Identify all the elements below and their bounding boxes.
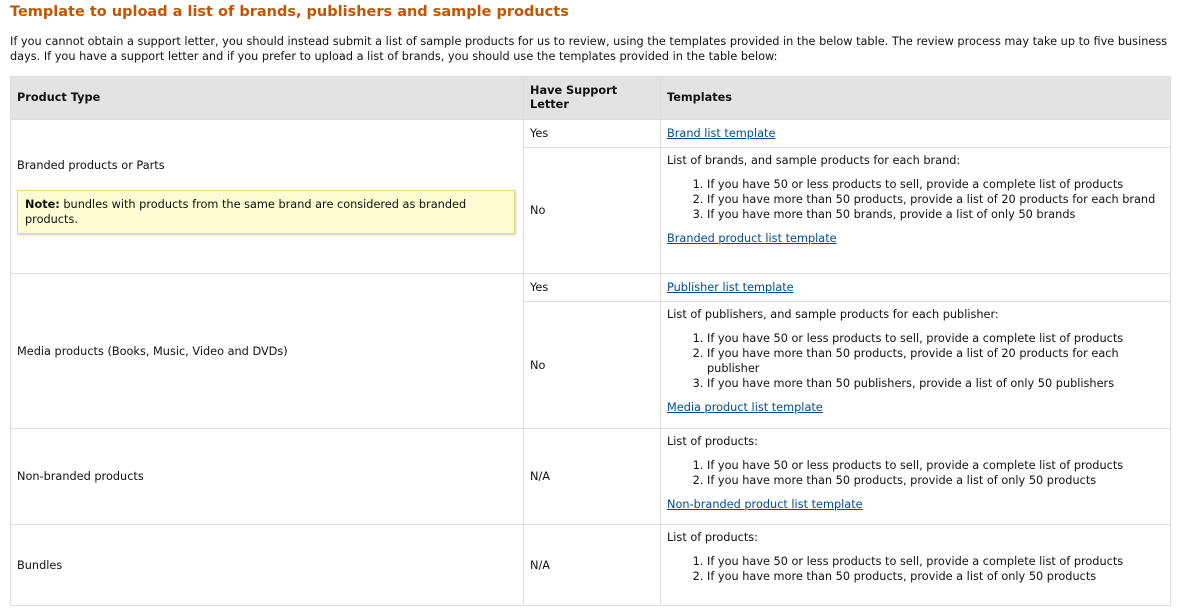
header-templates: Templates: [661, 77, 1171, 120]
product-type: Branded products or Parts: [17, 159, 165, 172]
note-box: [17, 190, 515, 234]
product-type: Non-branded products: [11, 429, 524, 525]
list-item: 1. If you have 50 or less products to sell, provide a complete list of products: [707, 554, 1164, 569]
support-letter: N/A: [524, 525, 661, 606]
non-branded-product-list-template-link[interactable]: Non-branded product list template: [667, 498, 863, 511]
product-type: Bundles: [11, 525, 524, 606]
publisher-list-template-link[interactable]: Publisher list template: [667, 281, 794, 294]
brand-list-template-link[interactable]: Brand list template: [667, 127, 776, 140]
product-type: Media products (Books, Music, Video and DVDs): [11, 274, 524, 429]
support-letter: No: [524, 148, 661, 274]
product-type-cell: [11, 120, 524, 274]
table-row: [11, 120, 1171, 148]
support-letter: No: [524, 302, 661, 429]
list-item: 2. If you have more than 50 products, provide a list of only 50 products: [707, 473, 1164, 488]
list-item: 2. If you have more than 50 products, provide a list of only 50 products: [707, 569, 1164, 584]
list-item: 1. If you have 50 or less products to sell, provide a complete list of products: [707, 177, 1164, 192]
template-intro: List of products:: [667, 435, 758, 448]
requirements-list: [667, 177, 1164, 222]
requirements-list: [667, 554, 1164, 584]
template-intro: List of brands, and sample products for each brand:: [667, 154, 961, 167]
header-support-letter: Have Support Letter: [524, 77, 661, 120]
support-letter: Yes: [524, 120, 661, 148]
note-text: bundles with products from the same brand are considered as branded products.: [25, 198, 467, 226]
templates-table: [10, 76, 1171, 606]
support-letter: N/A: [524, 429, 661, 525]
requirements-list: [667, 331, 1164, 391]
template-intro: List of products:: [667, 531, 758, 544]
table-row: [11, 429, 1171, 525]
page-title: Template to upload a list of brands, publishers and sample products: [10, 4, 569, 20]
template-intro: List of publishers, and sample products for each publisher:: [667, 308, 999, 321]
list-item: 3. If you have more than 50 brands, provide a list of only 50 brands: [707, 207, 1164, 222]
list-item: 2. If you have more than 50 products, provide a list of 20 products for each publisher: [707, 346, 1164, 376]
table-row: [11, 525, 1171, 606]
list-item: 2. If you have more than 50 products, provide a list of 20 products for each brand: [707, 192, 1164, 207]
intro-text: If you cannot obtain a support letter, you should instead submit a list of sample products for us to review, using the templates provided in the below table. The review process may take up to five business days. If you have a support letter and if you prefer to upload a list of brands, you should use the templates provided in the table below:: [10, 35, 1168, 63]
header-product-type: Product Type: [11, 77, 524, 120]
branded-product-list-template-link[interactable]: Branded product list template: [667, 232, 837, 245]
list-item: 3. If you have more than 50 publishers, provide a list of only 50 publishers: [707, 376, 1164, 391]
table-row: [11, 274, 1171, 302]
note-label: Note:: [25, 198, 60, 211]
list-item: 1. If you have 50 or less products to sell, provide a complete list of products: [707, 458, 1164, 473]
media-product-list-template-link[interactable]: Media product list template: [667, 401, 823, 414]
support-letter: Yes: [524, 274, 661, 302]
requirements-list: [667, 458, 1164, 488]
table-header: [11, 77, 1171, 120]
list-item: 1. If you have 50 or less products to sell, provide a complete list of products: [707, 331, 1164, 346]
